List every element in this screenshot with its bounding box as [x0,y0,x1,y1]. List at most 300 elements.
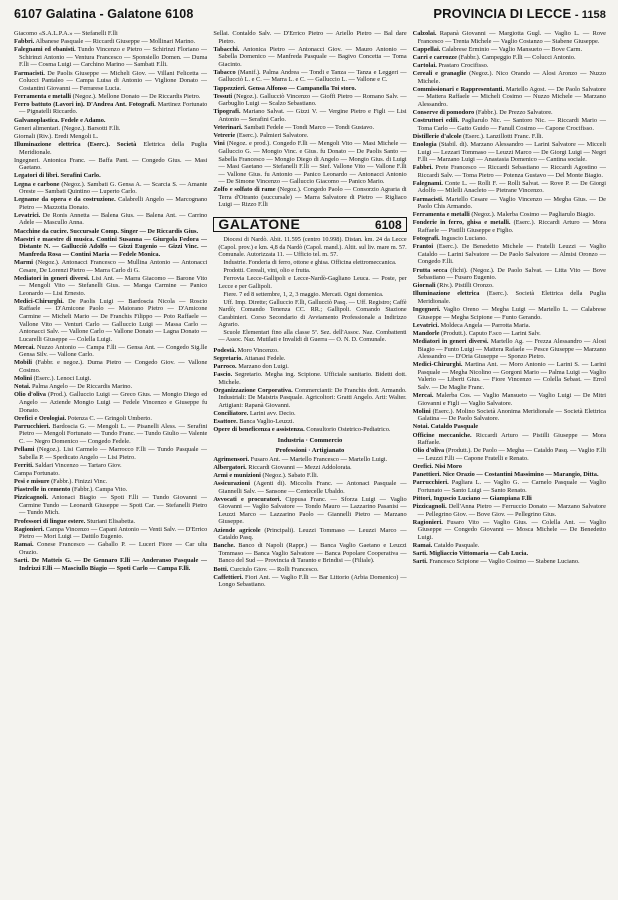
entry-text: Campa Fortunato. [14,469,60,477]
directory-entry [213,472,406,480]
directory-entry [14,541,207,556]
entry-category: Organizzazione Corporativa. [213,386,293,394]
entry-category: Orefici. Nisi Moro [412,462,462,470]
directory-entry [213,426,406,434]
entry-category: Legna e carbone [14,180,60,188]
entry-category: Botti. [213,565,229,573]
entry-category: Olio d'oliva [14,391,46,399]
directory-entry [14,344,207,359]
directory-entry [213,186,406,209]
entry-text: Prastaro Crocifisso. [436,61,489,69]
entry-text: Giacomo «S.A.L.P.A.» — Stefanelli F.lli [14,30,118,37]
entry-category: Sarti. Migliaccio Vittomaria — Cab Lucia. [412,550,529,558]
galatina-entries-continued [213,30,406,209]
directory-entry [413,46,606,54]
entry-text: Fusaro Vito — Vaglio Gius. — Colella Ant. — Vaglio Giuseppe — Congedo Giovanni — Mosca Michele — De Benedetto Luigi. [417,518,606,541]
entry-text: (Negoz.). Sabato F.lli. [260,471,319,479]
entry-category: Parrucchieri. [14,422,51,430]
entry-category: Banche. [213,542,236,550]
intro-paragraph: Ferrovia Lecce-Gallipoli e Lecce-Nardò-Gagliano Leuca. — Poste, per Lecce e per Gallipoli. [218,275,407,290]
directory-entry [413,109,606,117]
entry-category: Maestri e maestre di musica. Contini Susanna — Giurgola Fedora — Distante N. — Gallucciò Adolfo — Gizzi Eugenio — Gizzi Vinc. — Manfreda Rosa — Contini Maria — Fedele Monica. [14,235,208,258]
directory-entry [14,236,207,259]
entry-category: Opere di beneficenza e assistenza. [213,426,305,434]
directory-entry [413,463,606,471]
entry-text: (Negoz.). Nico Orando — Alosi Aronzo — Nuzzo Michele. [417,70,606,85]
entry-category: Molini [14,375,32,383]
directory-entry [213,387,406,410]
entry-category: Ferro battuto (Lavori in). D'Andrea Ant. Fotografi. [14,100,156,108]
entry-text: (Eserc.). Palmieri Salvatore. [235,132,309,140]
entry-text: (Eserc.). Molino Società Anonima Meridionale — Società Elettrica Galatina — De Paolo Salvatore. [417,407,606,423]
directory-entry [413,30,606,45]
entry-category: Farmacisti. [412,195,444,203]
directory-entry [413,62,606,70]
entry-category: Macchine da cucire. Succursale Comp. Singer — De Riccardis Gius. [14,227,199,235]
directory-entry [413,219,606,234]
directory-entry [213,371,406,386]
directory-entry [14,125,207,133]
entry-text: Prete Francesco — Riccardi Sebastiano — Riccardi Agostino — Riccardi Salv. — Toma Pietro — Potenza Gustavo — Del Monte Biagio. [417,164,606,179]
directory-entry [213,464,406,472]
entry-category: Frutta secca [412,266,448,274]
entry-category: Mobili [14,359,32,367]
entry-text: Antonaci Biagio — Spoti F.lli — Tundo Giovanni — Carmine Tundo — Leonardi Giuseppe — Spoti Car. — Stefanelli Pietro — Tundo Mich. [19,494,208,517]
directory-entry [213,140,406,185]
entry-text: Cippusa Franc. — Sforza Luigi — Vaglio Giovanni — Vaglio Salvatore — Tondo Mauro — Lazzarino Pasanisi — Leuzzi Marco — Lazzarino Paolo — Giannelli Pietro — Marzano Giuseppe. [218,495,407,526]
directory-entry [413,243,606,266]
header-right [433,6,606,21]
entry-category: Ramai. [412,541,433,549]
directory-entry [14,557,207,572]
entry-category: Fabbri. [14,38,35,46]
galatone-officials [213,347,406,410]
directory-entry [413,471,606,479]
entry-text: Vaglio Oreno — Megha Luigi — Martello L. — Calabrese Giuseppe — Megha Scipione — Funto Gerando. [417,306,606,321]
directory-entry [14,298,207,343]
directory-entry [413,495,606,503]
entry-text: Fusaro Ant. — Martello Francesco — Martello Luigi. [249,455,388,463]
directory-entry [213,410,406,418]
directory-entry [213,93,406,108]
directory-entry [213,418,406,426]
entry-text: Larini avv. Decio. [248,410,296,418]
intro-paragraph: Prodotti. Cereali, vini, olio e frutta. [223,267,311,275]
page-header [14,6,606,28]
entry-category: Esattore. [213,418,238,426]
directory-entry [213,363,406,371]
directory-entry [413,70,606,85]
entry-category: Cappellai. [412,45,441,53]
entry-category: Enologia [412,141,437,148]
directory-entry [413,133,606,141]
entry-text: (Manif.). Palma Andrea — Tondi e Tanza — Tanza e Leggeri — Gallucciò L. e C. — Marra L. e C. — Galluccio L. — Vallone e C. [218,68,407,84]
directory-entry [14,526,207,541]
entry-category: Caffettieri. [213,573,244,581]
directory-entry [413,519,606,542]
entry-text: Martello Ag. — Frezza Alessandro — Alosi Biagio — Funto Luigi — Mattera Rafaele — Pesce Giuseppe — Marzano Alessandro — D'Oria Giuseppe — Sponzo Pietro. [417,337,606,361]
entry-text: Cataldo Pasquale. [432,541,480,549]
entry-text: (Agenti di). Miccolis Franc. — Antonaci Pasquale — Giannelli Salv. — Sansone — Centecelle Ubaldo. [218,480,407,495]
entry-category: Molini [412,407,431,415]
entry-category: Medici-Chirurghi. [14,297,64,305]
entry-category: Illuminazione elettrica [412,290,480,298]
entry-category: Vetrerie [213,132,236,140]
entry-text: Martello Cesare — Vaglio Vincenzo — Megha Gius. — De Paolo Chis Armando. [417,195,606,211]
entry-text: (Fabbr. e negoz.). Duma Pietro — Congedo Giov. — Vallone Cosimo. [19,359,208,374]
entry-text: Albanese Pasquale — Riccardi Giuseppe — Mollinari Marino. [34,38,196,46]
entry-category: Ferriti. [14,461,34,469]
directory-entry [413,479,606,494]
directory-entry [413,141,606,164]
entry-category: Veterinari. [213,124,243,132]
entry-text: Lisi Ant. — Marra Giacomo — Barone Vito — Mengoli Vito — Stefanelli Gius. — Manga Carmine — Panico Leonardo — Lisi Ernesto. [19,274,208,297]
entry-category: Conserve di pomodoro [412,109,475,117]
entry-category: Distillerie d'alcole [412,132,462,140]
header-page-number: - 1158 [574,9,606,21]
entry-category: Calzolai. [412,30,437,37]
column-3 [413,30,606,890]
entry-category: Cartolai. [412,61,437,69]
directory-entry [14,415,207,423]
entry-text: Segretario. Megha ing. Scipione. Ufficiale sanitario. Bidetti dott. Michele. [218,371,407,386]
entry-text: De Ronis Annetta — Balena Gius. — Balena Ant. — Carrino Adele — Mascullo Anna. [19,211,208,227]
entry-category: Levatrici. [412,321,439,329]
directory-entry [413,54,606,62]
directory-entry [14,375,207,383]
entry-category: Armi e munizioni [213,471,261,479]
directory-entry [14,117,207,125]
directory-entry [213,69,406,84]
entry-category: Medici-Chirurghi. [412,361,463,369]
directory-entry [14,212,207,227]
directory-entry [213,30,406,45]
directory-entry [14,275,207,298]
entry-text: (Eserc.). Lenoci Luigi. [31,375,92,383]
entry-text: Dell'Anna Pietro — Ferruccio Donato — Marzano Salvatore — Pellegrino Giov. — Bove Giov. — Pellegrino Gius. [417,503,606,518]
entry-category: Ferramenta e metalli [14,92,72,100]
entry-category: Podestà. [213,346,237,354]
entry-category: Parrucchieri. [412,479,449,487]
directory-entry [14,359,207,374]
entry-text: Sturiani Elisabetta. [85,517,136,525]
directory-entry [213,46,406,69]
columns [14,30,606,890]
directory-entry [413,550,606,558]
directory-entry [413,322,606,330]
directory-entry [413,306,606,321]
entry-category: Marmi [14,258,34,266]
directory-entry [14,93,207,101]
directory-entry [14,478,207,486]
entry-category: Mercai. [14,343,35,351]
entry-category: Ferramenta e metalli [412,211,470,219]
entry-text: (Fabbr.). Finizzi Vinc. [49,477,108,485]
directory-entry [14,391,207,414]
intro-paragraph: Diocesi di Nardò. Abit. 11.595 (centro 10.998). Distan. km. 24 da Lecce (Capol. prov.) e km. 4,8 da Nardò (Capol. mand.). Altit. sul liv. mare m. 57. Comunale. Autorizzata 11. — Ufficio tel. m. 57. [218,236,407,259]
directory-entry [213,566,406,574]
entry-category: Fabbri. [412,164,433,172]
entry-text: Curciulo Giov. — Rolli Francesco. [228,565,319,573]
entry-category: Frantoi [412,243,434,251]
entry-category: Cereali e granaglie [412,70,467,78]
intro-paragraph: Fiere. 7 ed 8 settembre, 1, 2, 3 maggio. Mercati. Ogni domenica. [223,290,384,298]
entry-text: (Prod.). Galluccio Luigi — Greco Gius. — Mongio Diego ed Angelo — Aziende Mongio Luigi — Fedele Vincenzo e Giuseppe fu Donato. [19,391,208,414]
entry-category: Falegnami. [412,179,443,187]
directory-entry [413,290,606,305]
entry-category: Notai. [14,383,31,391]
entry-category: Fonderie in ferro, ghisa e metalli. [412,219,511,227]
entry-text: (Negoz. e prod.). Congedo F.lli — Mengoli Vito — Masi Michele — Galluccio G. — Mongio Vinc. e Gius. fu Donato — De Paolis Santo — Sabella Francesco — Mongio Diego di Angelo — Mongio Gius. di Luigi — Masi Gaetano — Stefanelli F.lli — Stef. Vallone Vito — Vallone F.lli — Vallone Gius. fu Antonio — Panico Leonardo — Antonacci Antonio — De Simone Vincenzo — Galluccio Giacomo — Panico Mario. [218,140,407,186]
galatone-services [213,410,406,434]
entry-text: De Paolis Luigi — Bardoscia Nicola — Roscio Raffaele — D'Amicone Paolo — Maiorano Pietro — D'Amicone Carmine — Micheli Mario — De Franchis Filippo — Poto Raffaele — Vallone Vito — Venturi Carlo — Galluccio Luigi — Massa Carlo — Antonacci Salv. — Vallone Carlo — Vallone Donato — Lagna Donato — Lucarelli Giuseppe — Colella Luigi. [19,297,208,343]
directory-entry [14,38,207,46]
directory-entry [14,228,207,236]
directory-entry [14,157,207,172]
entry-category: Mercai. [412,392,434,399]
directory-entry [14,196,207,211]
entry-category: Pizzicagnoli. [412,503,447,510]
entry-text: Sambati Fedele — Tondi Marco — Tondi Gustavo. [242,124,375,132]
directory-entry [14,486,207,494]
intro-paragraph: Scuole Elementari fino alla classe 5ª. Sez. dell'Assoc. Naz. Combattenti — Assoc. Naz. Mutilati e Invalidi di Guerra — O. N. D. Comunale. [218,328,407,344]
entry-text: Fiori Ant. — Vaglio F.lli — Bar Littorio (Arbia Domenico) — Longo Sebastiano. [218,573,407,589]
directory-entry [413,423,606,431]
entry-text: Pagliarulo Nic. — Santoro Nic. — Riccardi Mario — Toma Carlo — Gatto Guido — Fanull Cosimo — Capone Crocifisso. [417,117,606,132]
entry-category: Tessuti [213,92,233,100]
directory-entry [213,542,406,565]
entry-text: (Produtt.). De Paolo — Megha — Cataldo Pasq. — Vaglio F.lli — Leuzzi F.lli — Capone Fratelli e Renato. [417,447,606,462]
directory-entry [14,462,207,470]
entry-text: Ingegneri. Antonica Franc. — Baffa Pant. — Congedo Gius. — Masi Gaetano. [14,156,208,172]
directory-entry [213,108,406,123]
entry-category: Commissionari e Rappresentanti. [412,85,504,93]
entry-text: Conese Francesco — Gaballo P. — Luceri Fiore — Car ulta Orazio. [19,541,208,556]
entry-category: Falegnami ed ebanisti. [14,46,76,54]
entry-text: Generi alimentari. (Negoz.). Barsotti F.lli. [14,124,121,132]
entry-category: Vini [213,140,225,148]
entry-text: (Negoz.). Antonacci Francesco — Mullina Antonio — Antonacci Cesare, De Lorenzi Pietro — Marra Carlo di G. [19,258,208,274]
entry-category: Pittori, Inguscio Luciano — Giampiana F.lli [412,494,532,502]
directory-entry [213,132,406,140]
directory-entry [413,196,606,211]
entry-category: Costruttori edili. [412,117,460,125]
entry-category: Giornali [412,282,436,290]
column-1 [14,30,207,890]
entry-category: Fascio. [213,371,233,379]
galatone-intro [213,236,406,343]
entry-category: Ingegneri. [412,306,441,314]
entry-text: (Produtt.). Caputo F.sco — Larini Salv. [439,329,541,337]
entry-category: Tabacco [213,68,236,76]
entry-text: Antonica Pietro — Antonacci Giov. — Mauro Antonio — Sabella Domenico — Manfreda Pasquale — Bagivo Concetta — Toma Giacinto. [218,45,407,68]
entry-text: Consultorio Ostetrico-Pediatrico. [304,426,391,434]
directory-entry [14,181,207,196]
directory-entry [413,447,606,462]
subheading-industry: Industria · Commercio [277,436,343,444]
directory-entry [14,494,207,517]
directory-entry [413,211,606,219]
entry-text: (Riv.). Pistilli Oronzo. [435,282,494,290]
entry-text: (Negoz.). Sambati G. Gensa A. — Scarcia S. — Amante Oreste — Sambati Quintino — Luperto Carlo. [19,180,208,196]
directory-entry [213,527,406,542]
entry-text: Sellai. Contaldo Salv. — D'Errico Pietro — Ariello Pietro — Bal dare Pietro. [213,30,407,45]
entry-text: Martina Ant. — Moro Antonio — Larini S. — Larini Pasquale — Megha Nicolino — Gorgoni Mario — Palma Luigi — Vaglio Valerio — Liberti Gius. — Fiore Vincenzo — Colella Sebast. — Errol Salv. — De Maglie Franc. [417,361,606,391]
entry-text: Calabrese Erminio — Vaglio Mansueto — Bove Carm. [440,45,583,53]
entry-category: Illuminazione elettrica (Eserc.). Società [14,141,137,148]
entry-text: (Fabbr.). De Prezzo Salvatore. [474,109,553,117]
entry-text: (Eserc.). Lanzillotti Franc. F.lli. [461,132,544,140]
header-left: 6107 Galatina - Galatone 6108 [14,7,194,21]
entry-category: Legname da opera e da costruzione. [14,196,116,204]
entry-category: Conciliatore. [213,410,249,418]
entry-text: Banco di Napoli (Rappr.) — Banca Vaglio Gaetano e Leuzzi Tommaso — Banca Vaglio Salvatore — Banca Popolare Cooperativa — Banco del Sud — Provincia di Taranto e Brindisi — (Filiale). [218,542,407,565]
entry-category: Carri e carrozze [412,53,457,61]
entry-text: (fichi). (Negoz.). De Paolo Salvat. — Litta Vito — Bove Sebastiano — Fusaro Eugenio. [417,266,606,282]
entry-text: Marzano don Luigi. [236,363,289,370]
entry-text: Elettrica della Puglia Meridionale. [19,141,208,156]
directory-entry [14,446,207,461]
entry-text: (Eserc.). Riccardi Arturo — Mora Raffaele — Pistilli Giuseppe e Figlio. [417,219,606,234]
entry-text: (Fabbr.). Campa Vito. [70,486,128,494]
directory-entry [14,70,207,93]
entry-category: Tappezzieri. Gensa Alfonso — Campanella Toi storo. [213,84,357,92]
entry-text: Nuzzo Antonio — Campa F.lli — Gensa Ant. — Congedo Sig.lle Gensa Silv. — Vallone Carlo. [19,343,208,359]
entry-text: (Negoz.). Congedo Paolo — Consorzio Agraria di Terra d'Otranto (succursale) — Marra Salvatore di Pietro — Rigliaco Luigi — Rizzo F.lli [218,186,407,209]
entry-category: Panettieri. Nice Orazio — Costantini Massimino — Marangio, Ditta. [412,471,599,479]
entry-text: (Eserc.). Società Elettrica della Puglia Meridionale. [417,290,606,305]
entry-text: (Stabil. di). Marzano Alessandro — Larini Salvatore — Micceli Luigi — Lezzari Tommaso — Leuzzi Marco — De Giorgi Luigi — Negri F.lli — Marzano Luigi — Anastasia Domenico — Cantina sociale. [417,141,606,164]
entry-text: Tundo Vincenzo e Pietro — Schirinzi Floriano — Schirinzi Antonio — Ventura Francesco — Sponsiello Domen. — Duma F.lli — Cosma Luigi — Carchino Marino — Sambati F.lli. [19,46,208,69]
directory-entry [14,259,207,274]
directory-entry [14,101,207,116]
directory-entry [413,361,606,391]
entry-category: Tabacchi. [213,45,240,53]
entry-text: Moldeca Angela — Parrotta Maria. [438,321,531,329]
directory-entry [413,408,606,423]
directory-entry [413,338,606,361]
entry-text: De Paolis Giuseppe — Micheli Giov. — Villani Felicetta — Colucci Pantaleo — Campa Luisa di Antonio — Viglione Donato — Costantini Giovanni — Ferrarese Lucia. [19,69,208,92]
entry-category: Orefici e Orologiai. [14,414,67,422]
entry-category: Ragionieri. [14,525,45,533]
entry-text: Potenza C. — Gringoli Umberto. [66,414,152,422]
entry-text: (Fabbr.). Campeggio F.lli — Colucci Antonio. [456,53,576,61]
entry-category: Mediatori in generi diversi. [412,337,489,345]
entry-text: (Eserc.). De Benedetto Michele — Fratelli Leuzzi — Vaglio Cataldo — Larini Salvatore — De Paolo Salvatore — Almisi Oronzo — Congedo F.lli. [417,243,606,266]
entry-text: Malerba Cos. — Vaglio Mansueto — Vaglio Luigi — De Mitri Giovanni e Figli — Vaglio Salvatore. [417,392,606,407]
entry-category: Galvanoplastica. Fedele e Adamo. [14,116,106,124]
entry-category: Avvocati e procuratori. [213,495,282,503]
entry-text: Rapanà Giovanni — Margiotta Gugl. — Vaglio L. — Rove Francesco — Trenta Michele — Vaglio Costanzo — Stabene Giuseppe. [417,30,606,45]
directory-entry [413,432,606,447]
directory-entry [14,141,207,156]
entry-category: Tipografi. [213,108,241,116]
entry-category: Mediatori in generi diversi. [14,274,90,282]
entry-text: (Negoz.). Mellone Donato — De Riccardis Pietro. [71,92,201,100]
town-number: 6108 [374,217,402,232]
entry-text: Banca Vaglio-Leuzzi. [237,418,295,426]
entry-text: (Negoz.). Malerba Cosimo — Pagliarulo Biagio. [469,211,595,219]
entry-text: Inguscio Luciano. [439,235,487,243]
directory-entry [14,30,207,38]
entry-category: Fotografi. [412,235,440,243]
entry-text: Conte L. — Rolli F. — Rolli Salvat. — Rove P. — De Giorgi Adolfo — Milelli Anacleto — Pietrane Vincenzo. [417,179,606,195]
entry-text: (Principali). Leuzzi Tommaso — Leuzzi Marco — Cataldo Pasq. [218,526,407,542]
entry-category: Legatori di libri. Serafini Carlo. [14,172,101,180]
column-2 [213,30,406,890]
directory-entry [14,46,207,69]
entry-category: Piastrelle in cemento [14,486,71,494]
galatone-entries [213,456,406,589]
entry-text: Riccardi Arturo — Pistilli Giuseppe — Mora Raffaele. [417,431,606,447]
intro-paragraph: Industrie. Fonderia di ferro, ottone e ghisa. Officina elettromeccanica. [223,259,397,267]
entry-category: Agrimensori. [213,455,250,463]
directory-entry [213,574,406,589]
directory-entry [413,558,606,566]
entry-category: Notai. Cataldo Pasquale [412,423,479,431]
entry-category: Mandorle [412,329,440,337]
entry-category: Ramai. [14,541,34,549]
directory-entry [413,503,606,518]
town-name: GALATONE [218,215,301,232]
entry-category: Professori di lingue estere. [14,517,86,525]
entry-category: Parroco. [213,363,237,370]
entry-category: Pizzicagnoli. [14,494,49,502]
directory-entry [14,172,207,180]
directory-entry [213,496,406,526]
entry-text: Bardoscia G. — Mengoli L. — Pisanelli Aless. — Serafini Pietro — Mengoli Fortunato — Tundo Franc. — Tundo Giulio — Valente C. — Negro Domenico — Congedo Fedele. [19,422,208,445]
directory-entry [413,267,606,282]
entry-category: Officine meccaniche. [412,431,472,439]
header-province: PROVINCIA DI LECCE [433,6,572,21]
directory-entry [413,282,606,290]
directory-entry [413,542,606,550]
directory-entry [14,518,207,526]
entry-text: Campa Vincenzo — Capani Antonio — Venti Salv. — D'Errico Pietro — Mori Luigi — Dattilo Eugenio. [19,525,208,541]
entry-text: Martello Agost. — De Paolo Salvatore — Mattera Raffaele — Micheli Cosimo — Nuzzo Michele — Marzano Alessandro. [417,85,606,108]
entry-text: Giornali (Riv.). Eredi Mengoli L. [14,132,99,140]
entry-category: Sarti. De Matteis G. — De Gennaro F.lli — Anderanso Pasquale — Indrizzi F.lli — Masciullo Biagio — Spoti Carlo — Campa F.lli. [14,557,208,572]
directory-entry [213,85,406,93]
entry-category: Farmacisti. [14,69,45,77]
entry-text: Riccardi Giovanni — Mezzi Addolorata. [246,463,352,471]
entry-text: Martinez Fortunato — Pignatelli Riccardo. [19,100,208,116]
entry-text: Saldari Vincenzo — Tartaro Giov. [33,461,122,469]
intro-paragraph: Uff. Imp. Dirette; Galluccio F.lli, Gallucciò Pasq. — Uff. Registro; Caffè Nardò; Comando Tenenza CC. RR.; Gallipoli. Comando Stazione Carabinieri. Corso Secondario di Avviamento Professionale a Indirizzo Agrario. [218,298,407,328]
entry-text: Moro Vincenzo. [236,346,279,354]
entry-category: Albergatori. [213,463,247,471]
entry-category: Assicurazioni [213,480,250,488]
directory-entry [213,355,406,363]
directory-entry [14,133,207,141]
directory-entry [213,124,406,132]
entry-category: Sarti. [412,558,428,566]
entry-category: Ragionieri. [412,518,443,526]
entry-text: Attanasi Fedele. [242,354,286,362]
directory-entry [14,383,207,391]
directory-entry [413,235,606,243]
directory-entry [213,456,406,464]
directory-entry [213,347,406,355]
entry-text: (Negoz.). Gallucciò Vincenzo — Gioffi Pietro — Romano Salv. — Garbuglio Luigi — Scalzo Sebastiano. [218,92,407,108]
directory-entry [413,392,606,407]
directory-entry [413,86,606,109]
directory-entry [413,117,606,132]
entry-category: Pellami [14,446,35,454]
entry-category: Levatrici. [14,211,41,219]
entry-category: Segretario. [213,354,243,362]
entry-text: Calabrelli Angelo — Marcognano Pietro — Mazzotta Donato. [19,196,208,211]
